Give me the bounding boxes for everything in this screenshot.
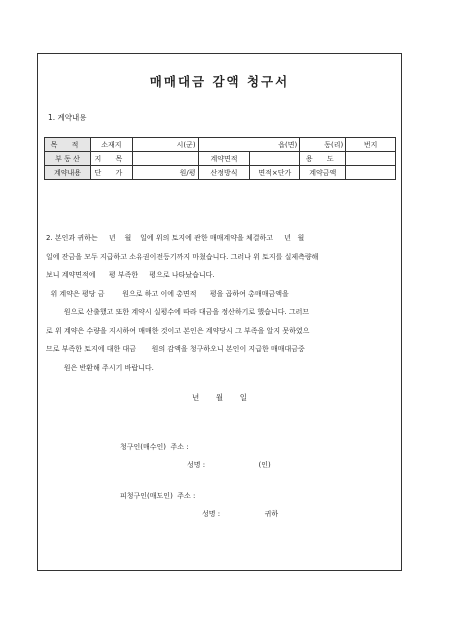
- calc-method-value: 면적×단가: [250, 166, 300, 180]
- location-beonji: 번지: [346, 138, 396, 152]
- unit-price-value: 원/평: [132, 166, 198, 180]
- unit-price-label: 단 가: [90, 166, 132, 180]
- section-2-body: [46, 229, 396, 377]
- contract-content-label: 계약내용: [45, 166, 91, 180]
- land-category-label: 지 목: [90, 152, 132, 166]
- body-line: 원으로 산출했고 또한 계약시 실평수에 따라 대금을 정산하기로 했습니다. 그러므: [46, 308, 310, 316]
- document-title: 매매대금 감액 청구서: [149, 74, 290, 89]
- location-dong: 동(리): [300, 138, 346, 152]
- contract-area-value: [250, 152, 300, 166]
- contract-amount-label: 계약금액: [300, 166, 346, 180]
- body-line: 일에 잔금을 모두 지급하고 소유권이전등기까지 마쳤습니다. 그러나 위 토지를 실제측량해: [46, 252, 319, 261]
- usage-label: 용 도: [300, 152, 346, 166]
- claimant-name: 성명 : (인): [187, 461, 271, 469]
- calc-method-label: 산정방식: [198, 166, 250, 180]
- body-line: 므로 부족한 토지에 대한 대금 원의 감액을 청구하오니 본인이 지급한 매매대금중: [46, 345, 305, 353]
- date-line: 년 월 일: [191, 393, 248, 402]
- body-line: 보니 계약면적에 평 부족한 평으로 나타났습니다.: [46, 271, 215, 279]
- contract-area-label: 계약면적: [198, 152, 250, 166]
- contract-amount-value: [346, 166, 396, 180]
- document-frame: [37, 53, 402, 571]
- claimant-address: 청구인(매수인) 주소 :: [120, 443, 189, 451]
- location-label: 소재지: [90, 138, 132, 152]
- respondent-name: 성명 : 귀하: [202, 510, 279, 518]
- body-line: 위 계약은 평당 금 원으로 하고 이에 총면적 평을 곱하여 총매매금액을: [46, 289, 289, 298]
- land-category-value: [132, 152, 198, 166]
- usage-value: [346, 152, 396, 166]
- body-line: 원은 반환해 주시기 바랍니다.: [46, 363, 154, 372]
- target-property-label-top: 목 적: [45, 138, 91, 152]
- table-row: [45, 166, 396, 180]
- body-line: 로 위 계약은 수량을 지시하여 매매한 것이고 본인은 계약당시 그 부족을 알지 못하였으: [46, 326, 310, 335]
- contract-table: [44, 137, 396, 180]
- table-row: [45, 138, 396, 152]
- location-eup: 읍(면): [198, 138, 300, 152]
- body-line: 2. 본인과 귀하는 년 월 일에 위의 토지에 관한 매매계약을 체결하고 년 월: [46, 234, 305, 242]
- location-si: 시(군): [132, 138, 198, 152]
- respondent-address: 피청구인(매도인) 주소 :: [120, 492, 196, 500]
- section-1-heading: 1. 계약내용: [48, 113, 87, 122]
- table-row: [45, 152, 396, 166]
- target-property-label-bottom: 부 동 산: [45, 152, 91, 166]
